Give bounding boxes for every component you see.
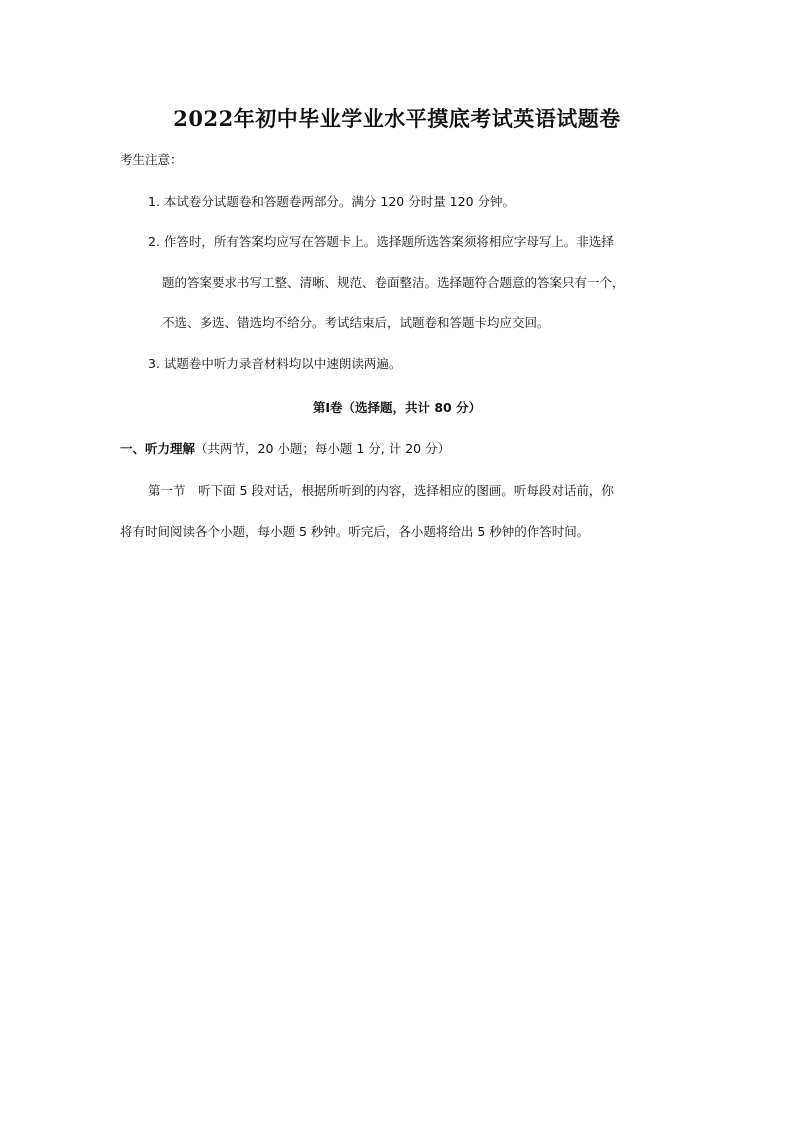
instruction-line-2: 2. 作答时，所有答案均应写在答题卡上。选择题所选答案须将相应字母写上。非选择 xyxy=(148,234,614,249)
instruction-line-5: 3. 试题卷中听力录音材料均以中速朗读两遍。 xyxy=(148,356,402,371)
instruction-line-3: 题的答案要求书写工整、清晰、规范、卷面整洁。选择题符合题意的答案只有一个， xyxy=(162,275,625,290)
subsection-text-line-1: 第一节 听下面 5 段对话，根据所听到的内容，选择相应的图画。听每段对话前，你 xyxy=(148,483,614,498)
section-one-heading xyxy=(120,440,450,458)
section-one-detail: （共两节，20 小题；每小题 1 分, 计 20 分） xyxy=(195,441,451,456)
subsection-text-line-2: 将有时间阅读各个小题，每小题 5 秒钟。听完后，各小题将给出 5 秒钟的作答时间。 xyxy=(120,524,590,539)
notice-label: 考生注意： xyxy=(120,152,183,167)
exam-title: 2022年初中毕业学业水平摸底考试英语试题卷 xyxy=(173,106,621,131)
instruction-line-4: 不选、多选、错选均不给分。考试结束后，试题卷和答题卡均应交回。 xyxy=(162,315,550,330)
section-one-title: 一、听力理解 xyxy=(120,441,196,456)
instruction-line-1: 1. 本试卷分试题卷和答题卷两部分。满分 120 分时量 120 分钟。 xyxy=(148,194,516,209)
part-heading: 第Ⅰ卷（选择题，共计 80 分） xyxy=(312,400,482,415)
